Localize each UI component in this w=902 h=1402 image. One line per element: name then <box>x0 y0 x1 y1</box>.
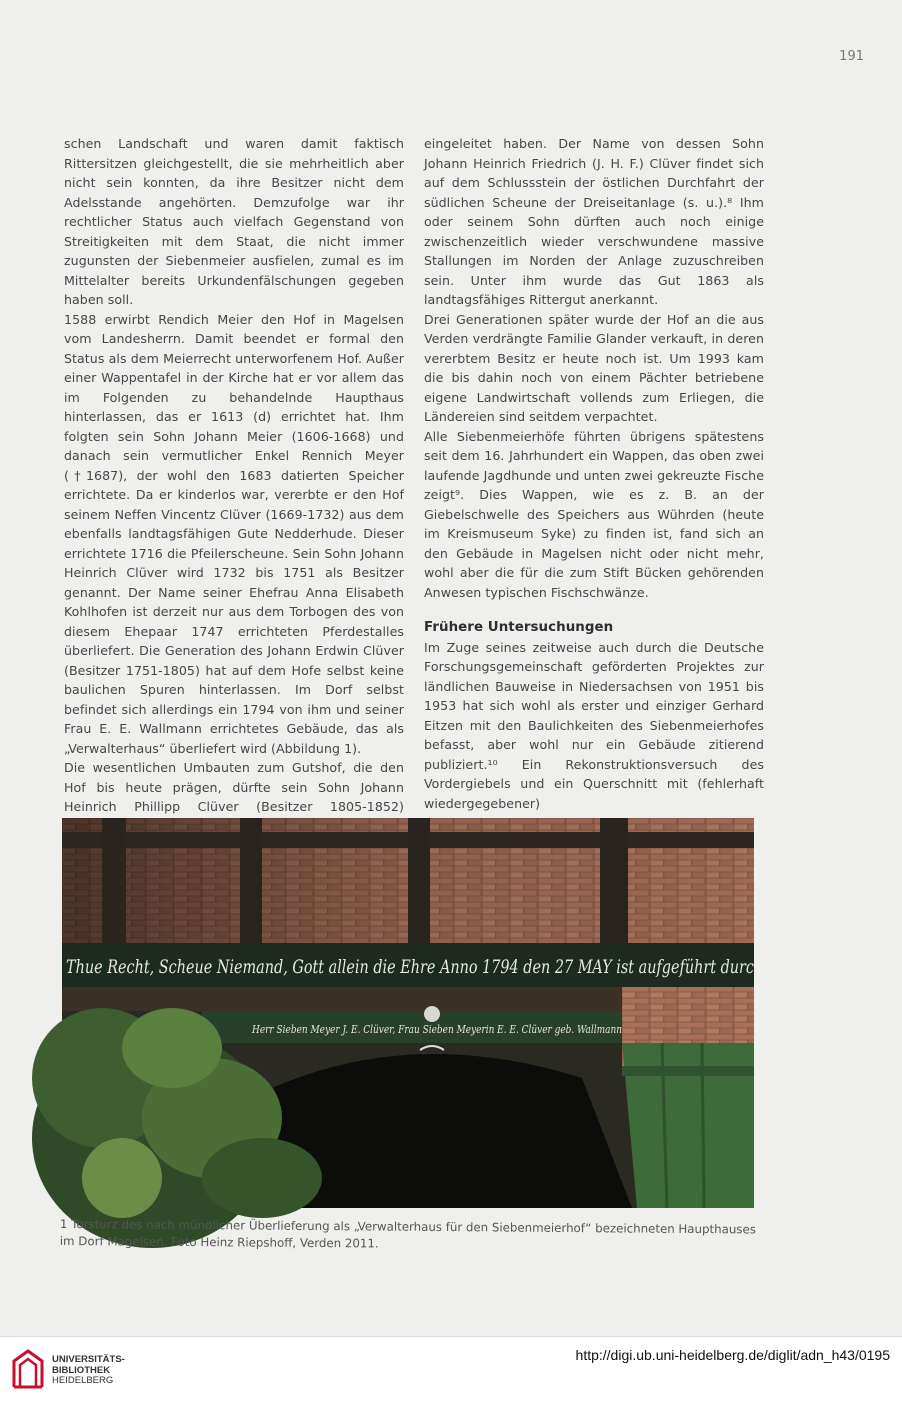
inscription-lower: Herr Sieben Meyer J. E. Clüver, Frau Sieben Meyerin E. E. Clüver geb. Wallmann <box>251 1023 623 1036</box>
paragraph: schen Landschaft und waren damit faktisch Rittersitzen gleichgestellt, die sie mehrheitlich aber nicht sein konnten, da ihre Besitzer nicht dem Adelsstande angehörten. Demzufolge war ihr rechtlicher Status auch vielfach Gegenstand von Streitigkeiten mit dem Staat, die nicht immer zugunsten der Siebenmeier ausfielen, zumal es im Mittelalter bereits Urkundenfälschungen gegeben haben soll. <box>64 136 404 307</box>
figure-photo-lintel <box>62 818 754 1208</box>
paragraph: 1588 erwirbt Rendich Meier den Hof in Magelsen vom Landesherrn. Damit beendet er formal den Status als dem Meierrecht unterworfenem Hof. Außer einer Wappentafel in der Kirche hat er vor allem das im Folgenden zu behandelnde Haupthaus hinterlassen, das er 1613 (d) errichtet hat. Ihm folgten sein Sohn Johann Meier (1606-1668) und danach sein vermutlicher Enkel Rennich Meyer (†1687), der wohl den 1683 datierten Speicher errichtete. Da er kinderlos war, vererbte er den Hof seinem Neffen Vincentz Clüver (1669-1732) aus dem ebenfalls landtagsfähigen Gute Nedderhude. Dieser errichtete 1716 die Pfeilerscheune. Sein Sohn Johann Heinrich Clüver wird 1732 bis 1751 als Besitzer genannt. Der Name seiner Ehefrau Anna Elisabeth Kohlhofen ist derzeit nur aus dem Torbogen des von diesem Ehepaar 1747 errichteten Pferdestalles überliefert. Die Generation des Johann Erdwin Clüver (Besitzer 1751-1805) hat auf dem Hofe selbst keine baulichen Spuren hinterlassen. Im Dorf selbst befindet sich allerdings ein 1794 von ihm und seiner Frau E. E. Wallmann errichtetes Gebäude, das als „Verwalterhaus“ überliefert wird (Abbildung 1). <box>64 311 404 756</box>
page-number: 191 <box>839 49 864 64</box>
section-heading: Frühere Untersuchungen <box>424 620 614 635</box>
paragraph: Im Zuge seines zeitweise auch durch die Deutsche Forschungsgemeinschaft geförderten Projektes zur ländlichen Bauweise in Niedersachsen von 1951 bis 1953 hat sich wohl als erster und einziger Gerhard Eitzen mit den Baulichkeiten des Siebenmeierhofes befasst, aber wohl nur ein Gebäude zitierend publiziert.¹⁰ Ein Rekonstruktionsversuch des Vordergiebels und ein Querschnitt mit (fehlerhaft wiedergegebener) <box>424 639 764 811</box>
library-logo-text <box>52 1355 125 1387</box>
paragraph: Die wesentlichen Umbauten zum Gutshof, die den Hof bis heute prägen, dürfte sein Sohn Johann Heinrich Phillipp Clüver (Besitzer 1805-1852) <box>64 760 404 814</box>
paragraph: eingeleitet haben. Der Name von dessen Sohn Johann Heinrich Friedrich (J. H. F.) Clüver findet sich auf dem Schlussstein der östlichen Durchfahrt der südlichen Scheune der Dreiseitanlage (s. u.).⁸ Ihm oder seinem Sohn dürften auch noch einige zwischenzeitlich wieder verschwundene massive Stallungen im Norden der Anlage zuzuschreiben sein. Unter ihm wurde das Gut 1863 als landtagsfähiges Rittergut anerkannt. <box>424 136 764 307</box>
logo-line: BIBLIOTHEK <box>52 1364 111 1376</box>
paragraph: Alle Siebenmeierhöfe führten übrigens spätestens seit dem 16. Jahrhundert ein Wappen, das oben zwei laufende Jagdhunde und unten zwei gekreuzte Fische zeigt⁹. Dies Wappen, wie es z. B. an der Giebelschwelle des Speichers aus Wührden (heute im Kreismuseum Syke) zu finden ist, fand sich an den Gebäude in Magelsen nicht oder nicht mehr, wohl aber die für die zum Stift Bücken gehörenden Anwesen typischen Fischschwänze. <box>424 428 764 600</box>
document-url-link[interactable]: http://digi.ub.uni-heidelberg.de/diglit/adn_h43/0195 <box>575 1347 890 1363</box>
left-text-column <box>64 134 404 836</box>
logo-line: UNIVERSITÄTS- <box>52 1354 125 1365</box>
figure-caption: 1 Torsturz des nach mündlicher Überlieferung als „Verwalterhaus für den Siebenmeierhof“ bezeichneten Haupthauses im Dorf Magelsen. Foto Heinz Riepshoff, Verden 2011. <box>59 1217 756 1251</box>
right-text-column <box>424 134 764 813</box>
logo-line: HEIDELBERG <box>52 1375 114 1386</box>
inscription-upper: Thue Recht, Scheue Niemand, Gott allein die Ehre Anno 1794 den 27 MAY ist aufgeführt durc <box>66 956 755 978</box>
library-logo-icon <box>10 1347 46 1391</box>
lintel-photo-illustration <box>62 818 754 1208</box>
viewer-footer <box>0 1336 902 1402</box>
paragraph: Drei Generationen später wurde der Hof an die aus Verden verdrängte Familie Glander verkauft, in deren vererbtem Besitz er heute noch ist. Um 1993 kam die bis dahin noch von einem Pächter betriebene eigene Landwirtschaft vollends zum Erliegen, die Ländereien sind seitdem verpachtet. <box>424 311 764 424</box>
